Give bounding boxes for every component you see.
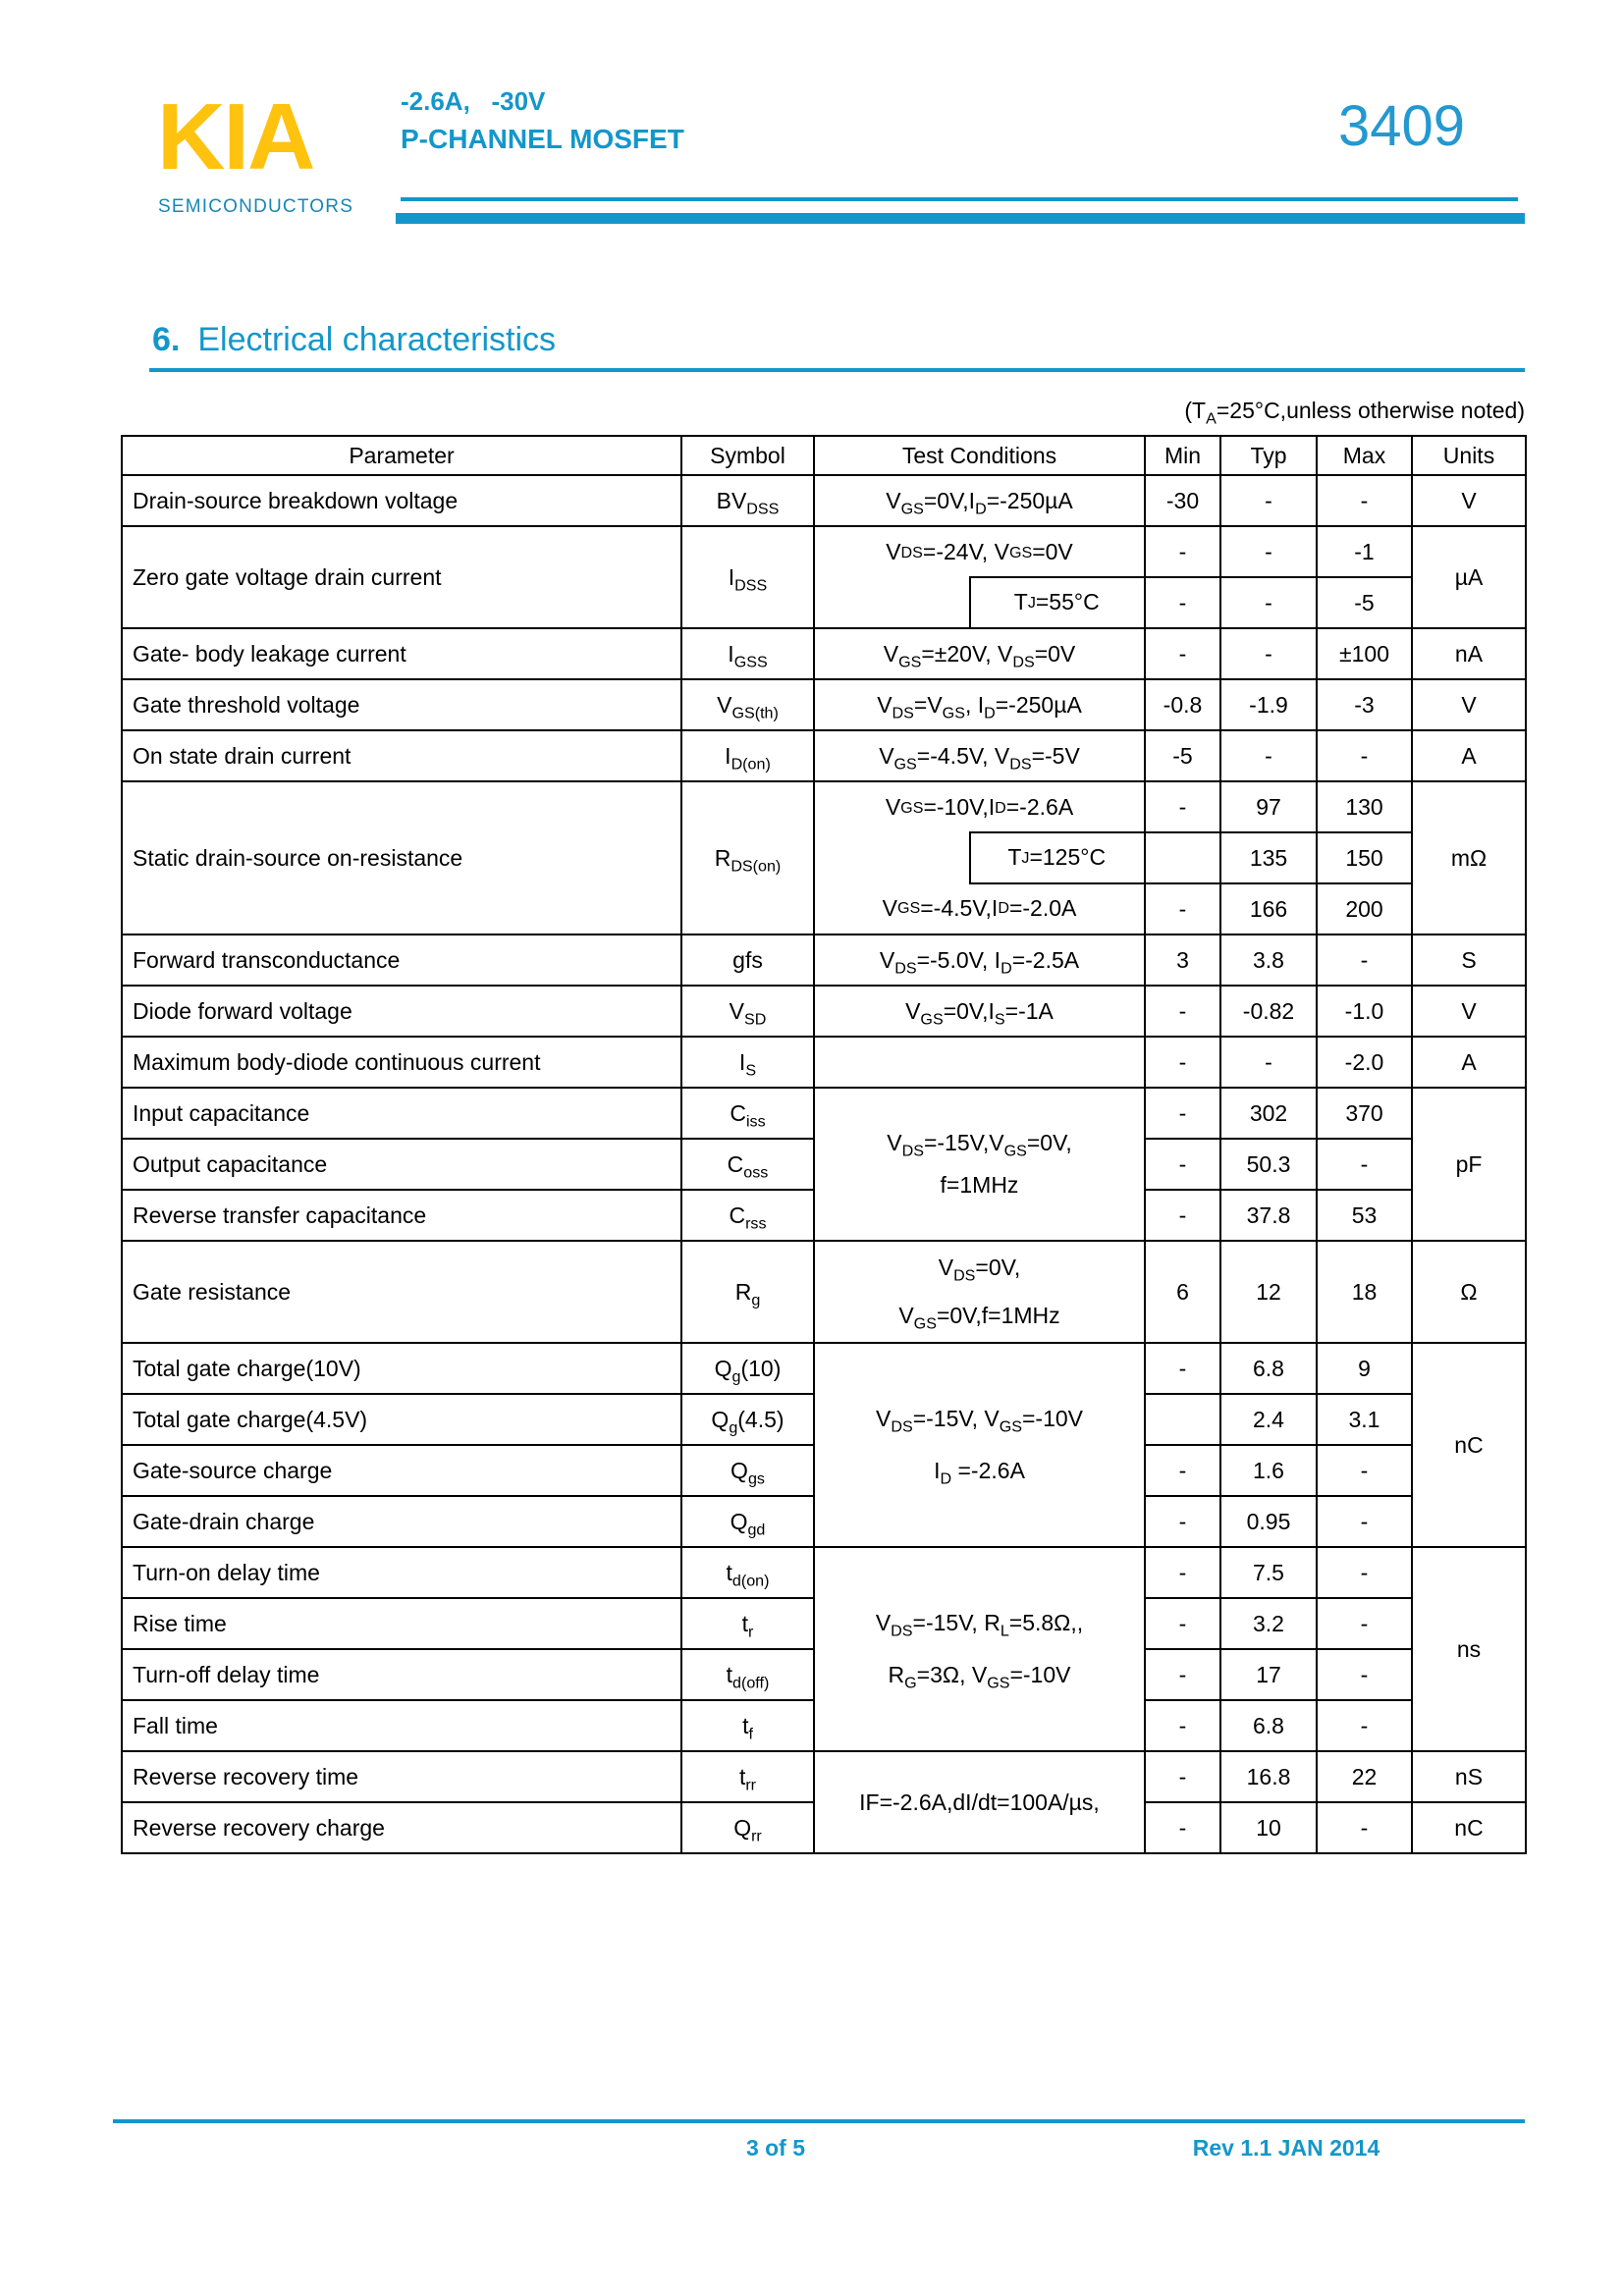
param-cell: Output capacitance [122,1139,681,1190]
symbol-cell: $Q_{gd}$ [681,1496,814,1547]
table-row [122,781,1526,832]
symbol-cell: $Q_g(4.5)$ [681,1394,814,1445]
param-cell: Gate threshold voltage [122,679,681,730]
min-cell: - [1145,1037,1220,1088]
table-row [122,1547,1526,1598]
max-cell: - [1317,1802,1412,1853]
param-cell: Maximum body-diode continuous current [122,1037,681,1088]
max-cell: -1.0 [1317,986,1412,1037]
cond-line: $V_{DS}=0V$, [938,1255,1021,1285]
max-cell: ±100 [1317,628,1412,679]
typ-cell: 135 [1220,832,1317,883]
cond-line: $I_D =-2.6A$ [934,1458,1025,1488]
device-rating: -2.6A, -30V [401,86,546,116]
param-cell: Reverse transfer capacitance [122,1190,681,1241]
table-row [122,986,1526,1037]
header-symbol: Symbol [681,436,814,475]
typ-cell: 10 [1220,1802,1317,1853]
ec-table [121,435,1527,1854]
max-cell: - [1317,1598,1412,1649]
units-cell: mΩ [1412,781,1526,934]
min-cell: - [1145,883,1220,934]
param-cell: Total gate charge(4.5V) [122,1394,681,1445]
typ-cell: 166 [1220,883,1317,934]
page-number: 3 of 5 [745,2135,806,2161]
symbol-cell: $C_{rss}$ [681,1190,814,1241]
cond-cell [814,1547,1145,1751]
units-cell: A [1412,1037,1526,1088]
param-cell: Gate resistance [122,1241,681,1343]
typ-cell: 2.4 [1220,1394,1317,1445]
symbol-cell: $I_{DSS}$ [681,526,814,628]
symbol-cell: $R_{DS(on)}$ [681,781,814,934]
param-cell: Fall time [122,1700,681,1751]
cond-subcondition: T J =125°C [1007,844,1107,871]
cond-cell [814,1088,1145,1241]
table-row [122,934,1526,986]
cond-cell: IF=-2.6A,dI/dt=100A/µs, [814,1751,1145,1853]
symbol-cell: $Q_{gs}$ [681,1445,814,1496]
symbol-cell: $t_{rr}$ [681,1751,814,1802]
section-number: 6. [152,321,181,358]
typ-cell: -1.9 [1220,679,1317,730]
table-row [122,1088,1526,1139]
min-cell: - [1145,1649,1220,1700]
param-cell: Zero gate voltage drain current [122,526,681,628]
max-cell: -3 [1317,679,1412,730]
units-cell: pF [1412,1088,1526,1241]
cond-cell: $V_{GS}=0V,I_D=-250\mu A$ [814,475,1145,526]
cond-cell: $V_{DS}=V_{GS}$, $I_D=-250\mu A$ [814,679,1145,730]
units-cell: µA [1412,526,1526,628]
min-cell: - [1145,1802,1220,1853]
min-cell: - [1145,1190,1220,1241]
param-cell: Gate- body leakage current [122,628,681,679]
symbol-cell: $I_S$ [681,1037,814,1088]
param-cell: Gate-drain charge [122,1496,681,1547]
cond-cell: $V_{GS}=\pm 20V$, $V_{DS}=0V$ [814,628,1145,679]
units-cell: nC [1412,1343,1526,1547]
units-cell: S [1412,934,1526,986]
typ-cell: - [1220,577,1317,628]
section-title-underline [149,368,1525,372]
section-title [152,321,556,359]
param-cell: Gate-source charge [122,1445,681,1496]
max-cell: 18 [1317,1241,1412,1343]
header-parameter: Parameter [122,436,681,475]
units-cell: V [1412,679,1526,730]
cond-cell: $V_{DS}=-5.0V$, $I_D=-2.5A$ [814,934,1145,986]
table-row [122,628,1526,679]
max-cell: 22 [1317,1751,1412,1802]
symbol-cell: $R_g$ [681,1241,814,1343]
symbol-cell: $I_{D(on)}$ [681,730,814,781]
cond-line: $V_{DS}=-15V$, $R_L=5.8\Omega$,, [875,1610,1084,1640]
max-cell: 370 [1317,1088,1412,1139]
kia-logo: KIA [157,84,314,189]
units-cell: Ω [1412,1241,1526,1343]
conditions-note: ($T_A=25^\circ C,unless$ otherwise noted) [1184,398,1525,428]
symbol-cell: $BV_{DSS}$ [681,475,814,526]
param-cell: Forward transconductance [122,934,681,986]
part-number: 3409 [1338,94,1466,158]
cond-cell: $V_{GS}=-4.5V$, $V_{DS}=-5V$ [814,730,1145,781]
min-cell: 3 [1145,934,1220,986]
symbol-cell: $C_{oss}$ [681,1139,814,1190]
typ-cell: 12 [1220,1241,1317,1343]
cond-cell-split [814,526,1145,628]
cond-cell [814,1241,1145,1343]
symbol-cell: $Q_{rr}$ [681,1802,814,1853]
header-rule-thin [401,197,1518,201]
table-row [122,475,1526,526]
min-cell: - [1145,986,1220,1037]
param-cell: Total gate charge(10V) [122,1343,681,1394]
max-cell: - [1317,1496,1412,1547]
table-header-row [122,436,1526,475]
units-cell: ns [1412,1547,1526,1751]
table-row [122,1241,1526,1343]
table-row [122,730,1526,781]
max-cell: -1 [1317,526,1412,577]
cond-divider [969,577,971,627]
param-cell: On state drain current [122,730,681,781]
cond-divider [969,831,1144,833]
table-row [122,1343,1526,1394]
cond-cell: $V_{GS}=0V,I_S=-1A$ [814,986,1145,1037]
param-cell: Drain-source breakdown voltage [122,475,681,526]
min-cell: - [1145,781,1220,832]
footer-rule [113,2119,1525,2123]
header-min: Min [1145,436,1220,475]
header-typ: Typ [1220,436,1317,475]
param-cell: Input capacitance [122,1088,681,1139]
min-cell: -5 [1145,730,1220,781]
symbol-cell: $Q_g(10)$ [681,1343,814,1394]
min-cell: - [1145,628,1220,679]
table-row [122,1037,1526,1088]
max-cell: - [1317,730,1412,781]
param-cell: Turn-on delay time [122,1547,681,1598]
symbol-cell: $t_f$ [681,1700,814,1751]
cond-cell-split [814,781,1145,934]
typ-cell: 0.95 [1220,1496,1317,1547]
max-cell: - [1317,1649,1412,1700]
cond-cell [814,1343,1145,1547]
symbol-cell: $C_{iss}$ [681,1088,814,1139]
device-type: P-CHANNEL MOSFET [401,124,684,154]
cond-subcondition: T J =55°C [1013,589,1100,614]
min-cell: - [1145,1445,1220,1496]
max-cell: -5 [1317,577,1412,628]
cond-cell [814,1037,1145,1088]
symbol-cell: $t_{d(off)}$ [681,1649,814,1700]
min-cell: - [1145,1496,1220,1547]
min-cell: -0.8 [1145,679,1220,730]
typ-cell: 50.3 [1220,1139,1317,1190]
max-cell: 130 [1317,781,1412,832]
max-cell: -2.0 [1317,1037,1412,1088]
table-row [122,526,1526,577]
symbol-cell: $V_{SD}$ [681,986,814,1037]
cond-line: f=1MHz [940,1172,1019,1198]
header-units: Units [1412,436,1526,475]
symbol-cell: gfs [681,934,814,986]
cond-line: $V_{DS}=-15V$, $V_{GS}=-10V$ [875,1406,1083,1436]
symbol-cell: $t_{d(on)}$ [681,1547,814,1598]
param-cell: Reverse recovery charge [122,1802,681,1853]
min-cell: - [1145,577,1220,628]
units-cell: nA [1412,628,1526,679]
typ-cell: 37.8 [1220,1190,1317,1241]
cond-divider [969,576,1144,578]
cond-line: $V_{DS}=-15V,V_{GS}=0V$, [887,1130,1072,1160]
min-cell: - [1145,526,1220,577]
header-test-conditions: Test Conditions [814,436,1145,475]
revision-label: Rev 1.1 JAN 2014 [1192,2135,1380,2161]
cond-line: V GS =-10V,I D =-2.6A [885,794,1074,821]
typ-cell: 6.8 [1220,1343,1317,1394]
param-cell: Static drain-source on-resistance [122,781,681,934]
min-cell: - [1145,1547,1220,1598]
units-cell: nC [1412,1802,1526,1853]
max-cell: - [1317,1547,1412,1598]
max-cell: - [1317,475,1412,526]
typ-cell: 1.6 [1220,1445,1317,1496]
logo-subtitle: SEMICONDUCTORS [158,196,354,217]
param-cell: Rise time [122,1598,681,1649]
min-cell: - [1145,1139,1220,1190]
cond-divider [969,832,971,882]
max-cell: - [1317,934,1412,986]
symbol-cell: $V_{GS(th)}$ [681,679,814,730]
typ-cell: -0.82 [1220,986,1317,1037]
typ-cell: 302 [1220,1088,1317,1139]
max-cell: 3.1 [1317,1394,1412,1445]
min-cell: - [1145,1751,1220,1802]
min-cell: - [1145,1700,1220,1751]
header-rule-thick [396,213,1525,224]
typ-cell: 3.2 [1220,1598,1317,1649]
typ-cell: 6.8 [1220,1700,1317,1751]
cond-divider [969,882,1144,884]
symbol-cell: $t_r$ [681,1598,814,1649]
units-cell: nS [1412,1751,1526,1802]
max-cell: 53 [1317,1190,1412,1241]
param-cell: Diode forward voltage [122,986,681,1037]
header-max: Max [1317,436,1412,475]
typ-cell: - [1220,628,1317,679]
min-cell [1145,1394,1220,1445]
typ-cell: 97 [1220,781,1317,832]
min-cell: -30 [1145,475,1220,526]
symbol-cell: $I_{GSS}$ [681,628,814,679]
typ-cell: - [1220,526,1317,577]
min-cell [1145,832,1220,883]
min-cell: - [1145,1343,1220,1394]
units-cell: V [1412,475,1526,526]
table-row [122,679,1526,730]
max-cell: - [1317,1700,1412,1751]
typ-cell: - [1220,1037,1317,1088]
cond-line: V GS =-4.5V,I D =-2.0A [882,894,1077,921]
min-cell: - [1145,1088,1220,1139]
min-cell: 6 [1145,1241,1220,1343]
param-cell: Turn-off delay time [122,1649,681,1700]
typ-cell: 16.8 [1220,1751,1317,1802]
units-cell: A [1412,730,1526,781]
typ-cell: 17 [1220,1649,1317,1700]
typ-cell: 3.8 [1220,934,1317,986]
electrical-characteristics-table [121,435,1527,1854]
max-cell: 150 [1317,832,1412,883]
cond-line: $R_G=3\Omega$, $V_{GS}=-10V$ [888,1662,1071,1692]
typ-cell: 7.5 [1220,1547,1317,1598]
cond-line: V DS =-24V, V GS =0V [886,539,1073,564]
units-cell: V [1412,986,1526,1037]
max-cell: - [1317,1139,1412,1190]
typ-cell: - [1220,730,1317,781]
max-cell: 200 [1317,883,1412,934]
max-cell: - [1317,1445,1412,1496]
max-cell: 9 [1317,1343,1412,1394]
section-title-text: Electrical characteristics [197,321,557,358]
typ-cell: - [1220,475,1317,526]
param-cell: Reverse recovery time [122,1751,681,1802]
min-cell: - [1145,1598,1220,1649]
table-row [122,1751,1526,1802]
cond-line: $V_{GS}=0V,f=1MHz$ [898,1303,1060,1333]
